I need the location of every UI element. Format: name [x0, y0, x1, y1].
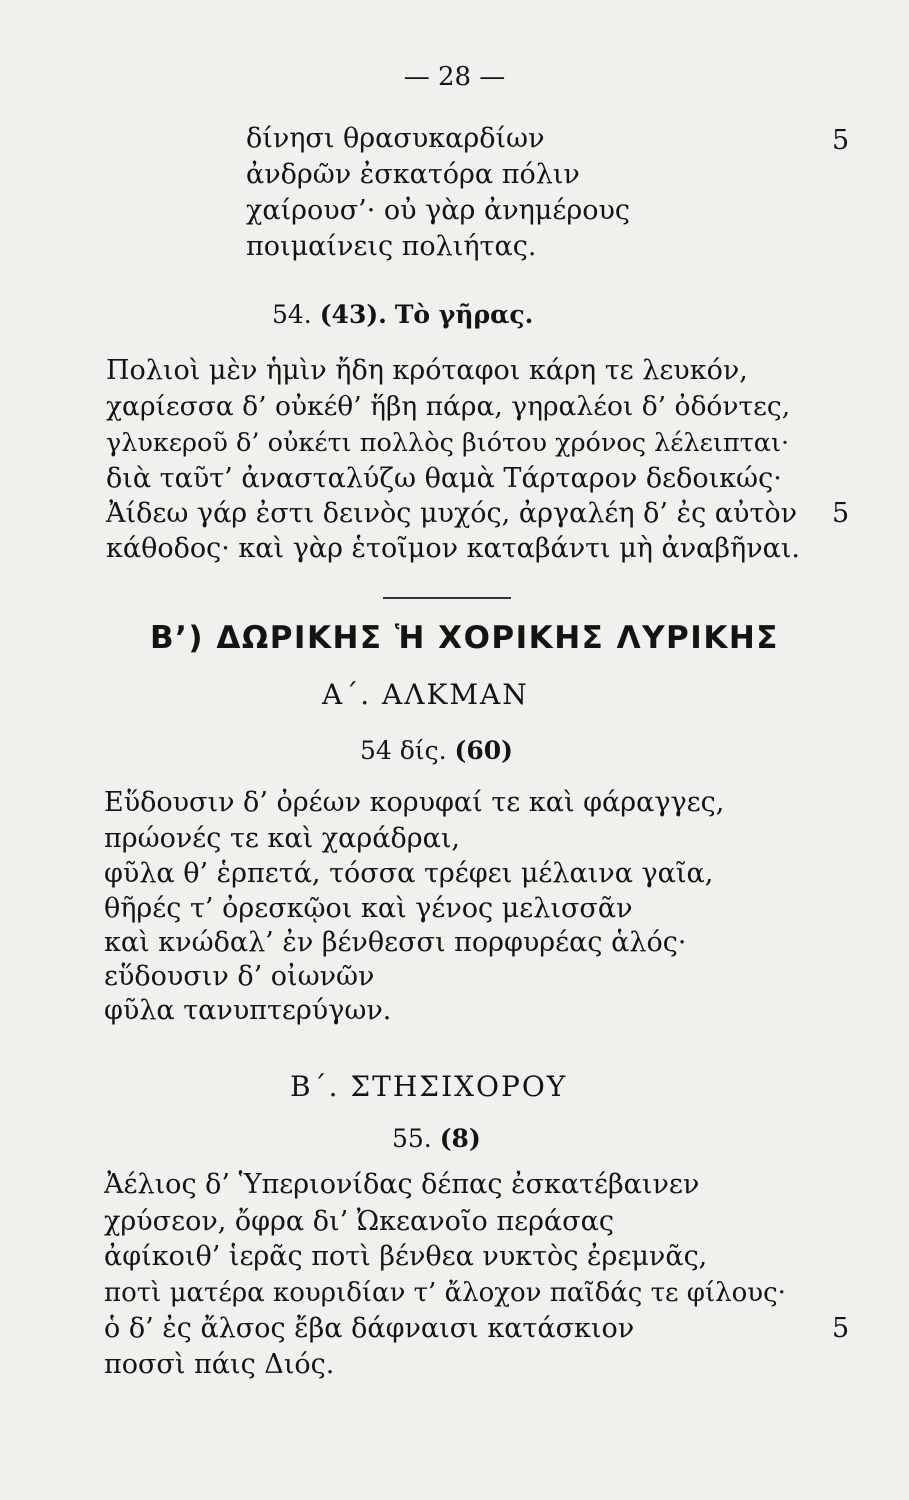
poem3-line-2: πρώονές τε καὶ χαράδραι, — [104, 823, 461, 854]
poem3-heading-ref: (60) — [454, 736, 513, 765]
poem3-heading — [360, 734, 513, 768]
section-heading: Β’) ΔΩΡΙΚΗΣ Ἡ ΧΟΡΙΚΗΣ ΛΥΡΙΚΗΣ — [150, 620, 779, 656]
poem1-line-4: ποιμαίνεις πολιήτας. — [246, 231, 537, 262]
page-number: — 28 — — [403, 62, 506, 92]
poem2-line-4: διὰ ταῦτ’ ἀνασταλύζω θαμὰ Τάρταρον δεδοικώς· — [106, 463, 782, 494]
poem3-heading-num: 54 δίς. — [360, 736, 447, 765]
poem1-line-3: χαίρουσ’· οὐ γὰρ ἀνημέρους — [246, 195, 630, 226]
poem2-heading-title: Τὸ γῆρας. — [394, 300, 534, 329]
poem2-heading-num: 54. — [272, 300, 312, 329]
poem4-line-2: χρύσεον, ὄφρα δι’ Ὠκεανοῖο περάσας — [104, 1206, 614, 1237]
poem2-line-number: 5 — [832, 498, 850, 529]
section-divider — [383, 597, 511, 599]
poem4-line-5: ὁ δ’ ἐς ἄλσος ἔβα δάφναισι κατάσκιον — [104, 1313, 635, 1344]
poem3-line-4: θῆρές τ’ ὀρεσκῷοι καὶ γένος μελισσᾶν — [104, 893, 633, 924]
poem4-line-3: ἀφίκοιθ’ ἱερᾶς ποτὶ βένθεα νυκτὸς ἐρεμνᾶς, — [104, 1241, 708, 1272]
poem4-line-6: ποσσὶ πάις Διός. — [104, 1349, 335, 1380]
poem4-line-number: 5 — [832, 1313, 850, 1344]
poem1-line-1: δίνησι θρασυκαρδίων — [246, 123, 545, 154]
poem3-line-7: φῦλα τανυπτερύγων. — [104, 995, 392, 1026]
author-heading-alkman: Α΄. ΑΛΚΜΑΝ — [322, 678, 529, 711]
poem2-line-1: Πολιοὶ μὲν ἡμὶν ἤδη κρόταφοι κάρη τε λευκόν, — [106, 355, 748, 386]
poem4-line-1: Ἀέλιος δ’ Ὑπεριονίδας δέπας ἐσκατέβαινεν — [104, 1169, 700, 1200]
poem4-heading — [392, 1122, 481, 1156]
poem3-line-3: φῦλα θ’ ἑρπετά, τόσσα τρέφει μέλαινα γαῖα, — [104, 858, 714, 889]
poem3-line-1: Εὕδουσιν δ’ ὀρέων κορυφαί τε καὶ φάραγγες, — [104, 787, 725, 818]
author-heading-stesichorus: Β΄. ΣΤΗΣΙΧΟΡΟΥ — [290, 1070, 568, 1103]
poem3-line-6: εὕδουσιν δ’ οἰωνῶν — [104, 961, 375, 992]
poem1-line-2: ἀνδρῶν ἐσκατόρα πόλιν — [246, 159, 580, 190]
poem2-heading-ref: (43). — [319, 300, 387, 329]
poem4-heading-num: 55. — [392, 1124, 432, 1153]
poem4-line-4: ποτὶ ματέρα κουριδίαν τ’ ἄλοχον παῖδάς τε φίλους· — [104, 1278, 786, 1308]
poem1-line-number: 5 — [832, 125, 850, 156]
poem4-heading-ref: (8) — [439, 1124, 481, 1153]
poem3-line-5: καὶ κνώδαλ’ ἐν βένθεσσι πορφυρέας ἁλός· — [104, 927, 687, 958]
poem2-line-6: κάθοδος· καὶ γὰρ ἑτοῖμον καταβάντι μὴ ἀναβῆναι. — [106, 533, 801, 564]
poem2-heading — [272, 298, 533, 332]
poem2-line-5: Ἀίδεω γάρ ἐστι δεινὸς μυχός, ἀργαλέη δ’ ἐς αὐτὸν — [106, 498, 798, 529]
poem2-line-3: γλυκεροῦ δ’ οὐκέτι πολλὸς βιότου χρόνος λέλειπται· — [106, 428, 790, 458]
poem2-line-2: χαρίεσσα δ’ οὐκέθ’ ἥβη πάρα, γηραλέοι δ’ ὀδόντες, — [106, 391, 791, 422]
